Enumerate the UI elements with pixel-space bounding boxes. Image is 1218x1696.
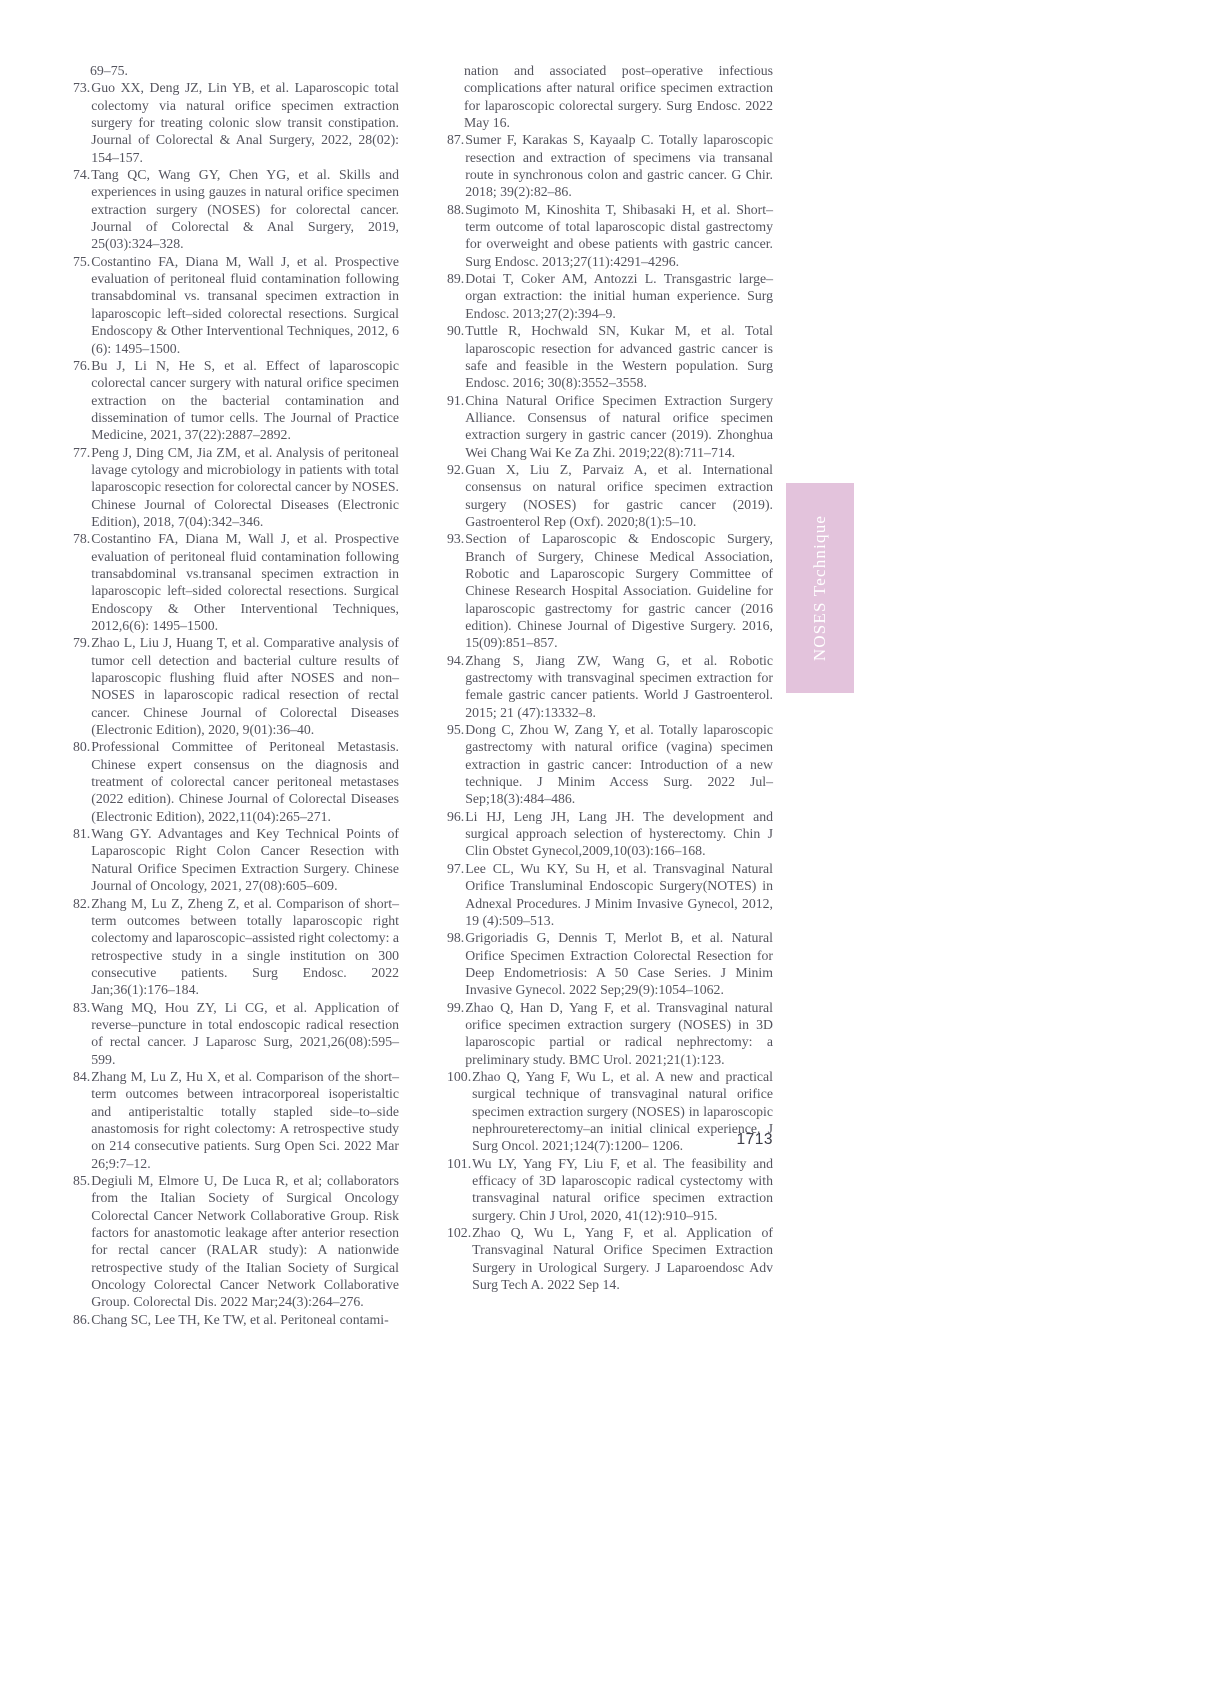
reference-item: [447, 999, 773, 1068]
reference-text: Sumer F, Karakas S, Kayaalp C. Totally laparoscopic resection and extraction of specimens via transanal route in synchronous colon and gastric cancer. G Chir. 2018; 39(2):82–86.: [465, 132, 773, 200]
reference-number: 78.: [73, 531, 91, 547]
reference-item: [447, 530, 773, 651]
reference-text: Guan X, Liu Z, Parvaiz A, et al. International consensus on natural orifice specimen extraction surgery (NOSES) for gastric cancer (2019). Gastroenterol Rep (Oxf). 2020;8(1):5–10.: [465, 461, 773, 529]
reference-number: 95.: [447, 722, 465, 738]
reference-item: [73, 895, 399, 999]
reference-number: 82.: [73, 895, 91, 911]
reference-item: [447, 461, 773, 530]
reference-text: nation and associated post–operative infectious complications after natural orifice specimen extraction for laparoscopic colorectal surgery. Surg Endosc. 2022 May 16.: [464, 63, 773, 131]
reference-number: 74.: [73, 167, 91, 183]
reference-text: Dong C, Zhou W, Zang Y, et al. Totally laparoscopic gastrectomy with natural orifice (vagina) specimen extraction in gastric cancer: Introduction of a new technique. J Minim Access Surg. 2022 Jul–Sep;18(3):484–486.: [465, 722, 773, 807]
reference-number: 76.: [73, 357, 91, 373]
reference-item: [73, 999, 399, 1068]
reference-number: 85.: [73, 1173, 91, 1188]
reference-number: 75.: [73, 253, 91, 269]
reference-item: [447, 652, 773, 721]
reference-number: 80.: [73, 739, 91, 755]
reference-number: 91.: [447, 392, 465, 408]
reference-text: Degiuli M, Elmore U, De Luca R, et al; collaborators from the Italian Society of Surgical Oncology Colorectal Cancer Network Collaborative Group. Risk factors for anastomotic leakage after anterior resection for rectal cancer (RALAR study): A nationwide retrospective study of the Italian Society of Surgical Oncology Colorectal Cancer Network Collaborative Group. Colorectal Dis. 2022 Mar;24(3):264–276.: [91, 1173, 399, 1310]
reference-text: Sugimoto M, Kinoshita T, Shibasaki H, et al. Short–term outcome of total laparoscopic distal gastrectomy for overweight and obese patients with gastric cancer. Surg Endosc. 2013;27(11):4291–4296.: [465, 201, 773, 269]
reference-number: 77.: [73, 444, 91, 460]
reference-number: 87.: [447, 132, 465, 148]
reference-item: [73, 79, 399, 166]
reference-text: Zhao Q, Han D, Yang F, et al. Transvaginal natural orifice specimen extraction surgery (NOSES) in 3D laparoscopic partial or radical nephrectomy: a preliminary study. BMC Urol. 2021;21(1):123.: [465, 999, 773, 1067]
reference-number: 84.: [73, 1068, 91, 1084]
reference-text: Costantino FA, Diana M, Wall J, et al. Prospective evaluation of peritoneal fluid contamination following transabdominal vs.transanal specimen extraction in laparoscopic left–sided colorectal resections. Surgical Endoscopy & Other Interventional Techniques, 2012,6(6): 1495–1500.: [91, 531, 399, 633]
references-column-right: [447, 62, 773, 1293]
reference-text: Wang GY. Advantages and Key Technical Points of Laparoscopic Right Colon Cancer Resection with Natural Orifice Specimen Extraction Surgery. Chinese Journal of Oncology, 2021, 27(08):605–609.: [91, 826, 399, 894]
reference-item: [447, 322, 773, 391]
reference-text: Zhao L, Liu J, Huang T, et al. Comparative analysis of tumor cell detection and bacterial culture results of laparoscopic flushing fluid after NOSES and non–NOSES in laparoscopic radical resection of rectal cancer. Chinese Journal of Colorectal Diseases (Electronic Edition), 2020, 9(01):36–40.: [91, 635, 399, 738]
reference-text: China Natural Orifice Specimen Extraction Surgery Alliance. Consensus of natural orifice specimen extraction surgery in gastric cancer (2019). Zhonghua Wei Chang Wai Ke Za Zhi. 2019;22(8):711–714.: [465, 392, 773, 460]
reference-number: 93.: [447, 531, 465, 547]
references-column-left: [73, 62, 399, 1328]
reference-number: 79.: [73, 635, 91, 651]
reference-item: [73, 166, 399, 253]
reference-text: Zhang M, Lu Z, Hu X, et al. Comparison of the short–term outcomes between intracorporeal isoperistaltic and antiperistaltic totally stapled side–to–side anastomosis for right colectomy: A retrospective study on 214 consecutive patients. Surg Open Sci. 2022 Mar 26;9:7–12.: [91, 1068, 399, 1171]
reference-continuation: [447, 62, 773, 131]
reference-text: Li HJ, Leng JH, Lang JH. The development and surgical approach selection of hysterectomy. Chin J Clin Obstet Gynecol,2009,10(03):166–168.: [465, 808, 773, 859]
reference-text: Peng J, Ding CM, Jia ZM, et al. Analysis of peritoneal lavage cytology and microbiology in patients with total laparoscopic resection for colorectal cancer by NOSES. Chinese Journal of Colorectal Diseases (Electronic Edition), 2018, 7(04):342–346.: [91, 444, 399, 529]
reference-text: Professional Committee of Peritoneal Metastasis. Chinese expert consensus on the diagnosis and treatment of colorectal cancer peritoneal metastases (2022 edition). Chinese Journal of Colorectal Diseases (Electronic Edition), 2022,11(04):265–271.: [91, 739, 399, 824]
reference-item: [73, 530, 399, 634]
reference-text: Tang QC, Wang GY, Chen YG, et al. Skills and experiences in using gauzes in natural orifice specimen extraction surgery (NOSES) for colorectal cancer. Journal of Colorectal & Anal Surgery, 2019, 25(03):324–328.: [91, 167, 399, 252]
reference-item: [447, 721, 773, 808]
reference-number: 94.: [447, 652, 465, 668]
reference-number: 89.: [447, 271, 465, 287]
reference-number: 102.: [447, 1225, 472, 1241]
reference-item: [447, 392, 773, 461]
reference-item: [447, 1224, 773, 1293]
reference-text: Zhao Q, Wu L, Yang F, et al. Application of Transvaginal Natural Orifice Specimen Extraction Surgery in Urological Surgery. J Laparoendosc Adv Surg Tech A. 2022 Sep 14.: [472, 1225, 773, 1293]
reference-item: [447, 1155, 773, 1224]
reference-text: Wu LY, Yang FY, Liu F, et al. The feasibility and efficacy of 3D laparoscopic radical cystectomy with transvaginal natural orifice specimen extraction surgery. Chin J Urol, 2020, 41(12):910–915.: [472, 1155, 773, 1223]
section-thumb-tab: [786, 483, 854, 693]
reference-text: Zhang S, Jiang ZW, Wang G, et al. Robotic gastrectomy with transvaginal specimen extraction for female gastric cancer patients. World J Gastroenterol. 2015; 21 (47):13332–8.: [465, 652, 773, 720]
reference-number: 86.: [73, 1311, 91, 1327]
reference-number: 100.: [447, 1068, 472, 1084]
reference-text: Lee CL, Wu KY, Su H, et al. Transvaginal Natural Orifice Transluminal Endoscopic Surgery(NOTES) in Adnexal Procedures. J Minim Invasive Gynecol, 2012, 19 (4):509–513.: [465, 860, 773, 928]
reference-number: 98.: [447, 930, 465, 946]
reference-item: [447, 131, 773, 200]
reference-number: 90.: [447, 323, 465, 339]
reference-item: [73, 253, 399, 357]
reference-item: [73, 1172, 399, 1311]
reference-item: [447, 270, 773, 322]
reference-text: Guo XX, Deng JZ, Lin YB, et al. Laparoscopic total colectomy via natural orifice specimen extraction surgery for treating colonic slow transit constipation. Journal of Colorectal & Anal Surgery, 2022, 28(02): 154–157.: [91, 80, 399, 165]
reference-number: 81.: [73, 826, 91, 842]
reference-number: 83.: [73, 999, 91, 1015]
reference-text: Tuttle R, Hochwald SN, Kukar M, et al. Total laparoscopic resection for advanced gastric cancer is safe and feasible in the Western population. Surg Endosc. 2016; 30(8):3552–3558.: [465, 323, 773, 391]
reference-text: Section of Laparoscopic & Endoscopic Surgery, Branch of Surgery, Chinese Medical Association, Robotic and Laparoscopic Surgery Committee of Chinese Research Hospital Association. Guideline for laparoscopic gastrectomy for gastric cancer (2016 edition). Chinese Journal of Digestive Surgery. 2016, 15(09):851–857.: [465, 531, 773, 651]
page-number: 1713: [736, 1131, 773, 1148]
reference-item: [73, 444, 399, 531]
reference-item: [447, 860, 773, 929]
reference-text: Dotai T, Coker AM, Antozzi L. Transgastric large–organ extraction: the initial human experience. Surg Endosc. 2013;27(2):394–9.: [465, 271, 773, 321]
reference-number: 92.: [447, 461, 465, 477]
reference-continuation: [73, 62, 399, 79]
reference-text: Chang SC, Lee TH, Ke TW, et al. Peritoneal contami-: [91, 1311, 389, 1327]
reference-item: [447, 201, 773, 270]
reference-number: 97.: [447, 860, 465, 876]
reference-number: 96.: [447, 808, 465, 824]
reference-item: [73, 738, 399, 825]
reference-item: [447, 808, 773, 860]
reference-item: [447, 929, 773, 998]
reference-text: 69–75.: [90, 63, 128, 78]
reference-item: [73, 634, 399, 738]
reference-text: Grigoriadis G, Dennis T, Merlot B, et al. Natural Orifice Specimen Extraction Colorectal Resection for Deep Endometriosis: A 50 Case Series. J Minim Invasive Gynecol. 2022 Sep;29(9):1054–1062.: [465, 930, 773, 998]
reference-number: 73.: [73, 80, 91, 96]
reference-item: [73, 1068, 399, 1172]
reference-text: Zhao Q, Yang F, Wu L, et al. A new and practical surgical technique of transvaginal natural orifice specimen extraction surgery (NOSES) in laparoscopic nephroureterectomy–an initial clinical experience. J Surg Oncol. 2021;124(7):1200– 1206.: [472, 1068, 773, 1154]
reference-item: [73, 357, 399, 444]
reference-text: Wang MQ, Hou ZY, Li CG, et al. Application of reverse–puncture in total endoscopic radical resection of rectal cancer. J Laparosc Surg, 2021,26(08):595–599.: [91, 999, 399, 1067]
reference-number: 101.: [447, 1155, 472, 1171]
reference-item: [73, 1311, 399, 1328]
reference-text: Costantino FA, Diana M, Wall J, et al. Prospective evaluation of peritoneal fluid contamination following transabdominal vs. transanal specimen extraction in laparoscopic left–sided colorectal resections. Surgical Endoscopy & Other Interventional Techniques, 2012, 6 (6): 1495–1500.: [91, 253, 399, 356]
reference-text: Bu J, Li N, He S, et al. Effect of laparoscopic colorectal cancer surgery with natural orifice specimen extraction on the bacterial contamination and dissemination of tumor cells. The Journal of Practice Medicine, 2021, 37(22):2887–2892.: [91, 357, 399, 443]
reference-text: Zhang M, Lu Z, Zheng Z, et al. Comparison of short–term outcomes between totally laparoscopic right colectomy and laparoscopic–assisted right colectomy: a retrospective study in a single institution on 300 consecutive patients. Surg Endosc. 2022 Jan;36(1):176–184.: [91, 895, 399, 998]
reference-number: 99.: [447, 999, 465, 1015]
reference-item: [73, 825, 399, 894]
reference-number: 88.: [447, 201, 465, 217]
section-tab-label: NOSES Technique: [810, 514, 829, 662]
